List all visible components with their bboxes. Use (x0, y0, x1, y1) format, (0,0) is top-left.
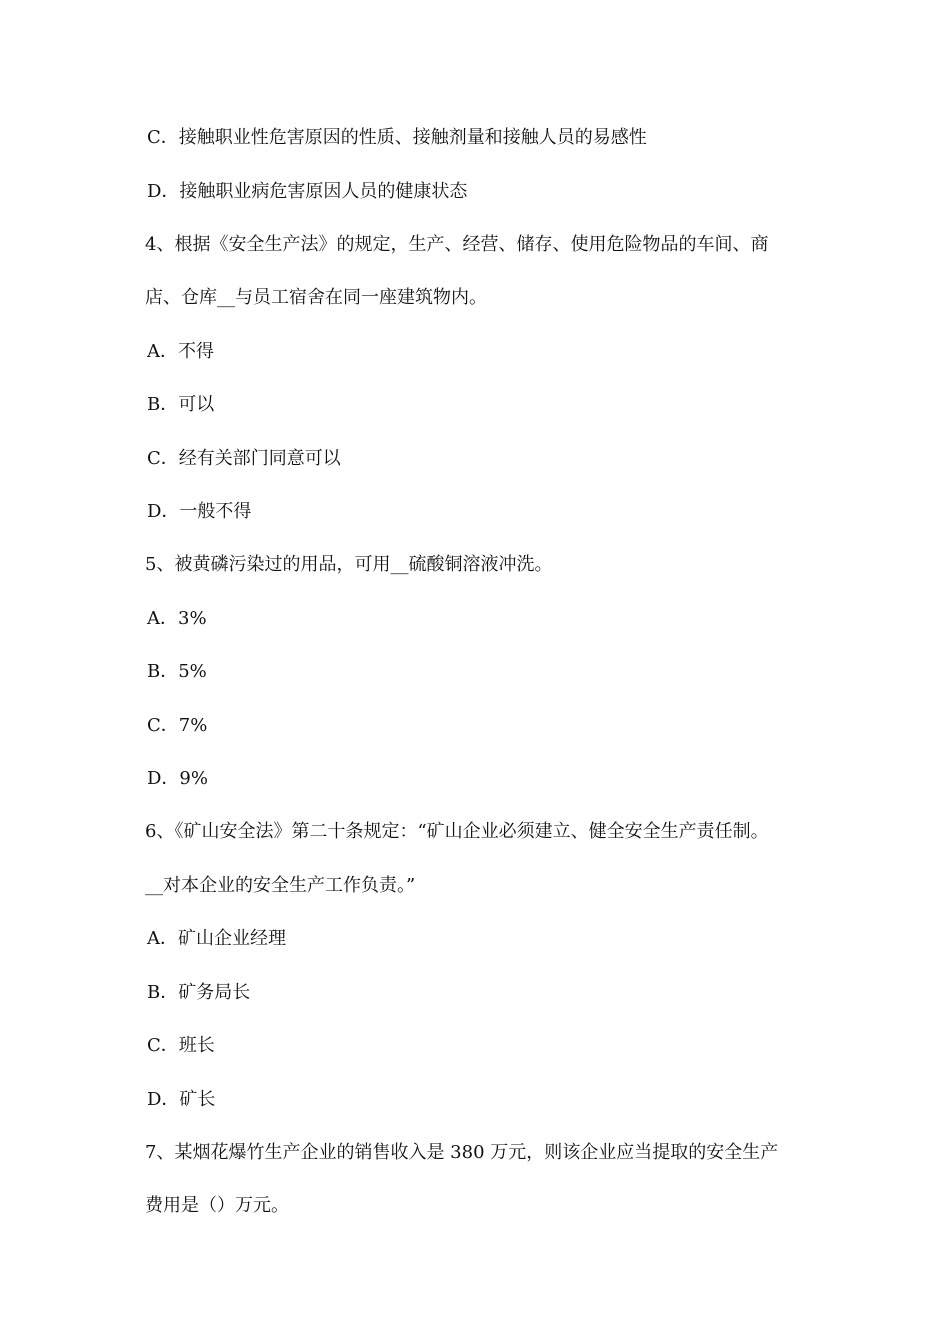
q4-option-b: B．可以 (147, 394, 215, 415)
q6-option-d: D．矿长 (147, 1089, 216, 1110)
q6-option-a: A．矿山企业经理 (147, 928, 286, 949)
q7-stem-line-1: 7、某烟花爆竹生产企业的销售收入是 380 万元，则该企业应当提取的安全生产 (145, 1142, 779, 1163)
q3-option-d: D．接触职业病危害原因人员的健康状态 (147, 181, 468, 202)
q5-option-b: B．5% (147, 661, 207, 682)
q7-stem-line-2: 费用是（）万元。 (145, 1195, 289, 1216)
q5-option-d: D．9% (147, 768, 208, 789)
q4-stem-line-1: 4、根据《安全生产法》的规定，生产、经营、储存、使用危险物品的车间、商 (145, 234, 769, 255)
q3-option-c: C．接触职业性危害原因的性质、接触剂量和接触人员的易感性 (147, 127, 647, 148)
q4-stem-line-2: 店、仓库__与员工宿舍在同一座建筑物内。 (145, 287, 487, 308)
q4-option-a: A．不得 (147, 341, 214, 362)
q6-option-c: C．班长 (147, 1035, 215, 1056)
q5-option-a: A．3% (147, 608, 207, 629)
q4-option-d: D．一般不得 (147, 501, 252, 522)
q6-stem-line-1: 6、《矿山安全法》第二十条规定：“矿山企业必须建立、健全安全生产责任制。 (145, 821, 769, 842)
q6-stem-line-2: __对本企业的安全生产工作负责。” (145, 875, 416, 896)
q5-stem-line-1: 5、被黄磷污染过的用品，可用__硫酸铜溶液冲洗。 (145, 554, 553, 575)
q5-option-c: C．7% (147, 715, 208, 736)
q6-option-b: B．矿务局长 (147, 982, 251, 1003)
q4-option-c: C．经有关部门同意可以 (147, 448, 341, 469)
